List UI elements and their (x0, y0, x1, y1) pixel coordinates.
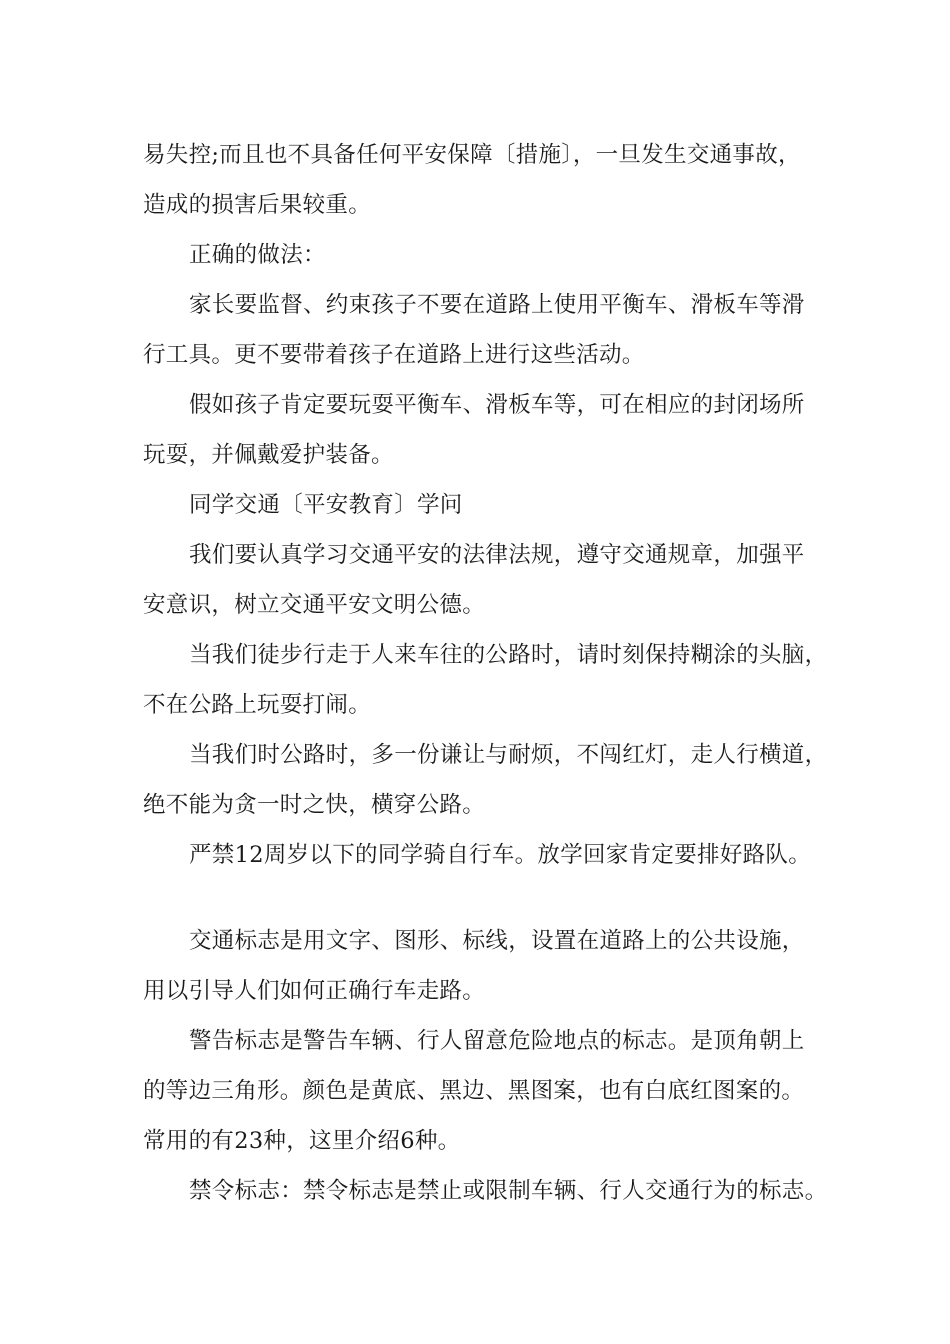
paragraph-continuation-line: 造成的损害后果较重。 (143, 192, 372, 218)
paragraph-continuation-line: 的等边三角形。颜色是黄底、黑边、黑图案，也有白底红图案的。 (143, 1078, 805, 1104)
document-body (143, 130, 833, 1216)
section-heading: 同学交通〔平安教育〕学问 (189, 492, 463, 518)
paragraph-line: 当我们徒步行走于人来车往的公路时，请时刻保持糊涂的头脑， (189, 642, 828, 668)
paragraph-line: 家长要监督、约束孩子不要在道路上使用平衡车、滑板车等滑 (189, 292, 805, 318)
paragraph-continuation-line: 用以引导人们如何正确行车走路。 (143, 978, 486, 1004)
paragraph-spacer (143, 880, 833, 916)
paragraph-continuation-line: 安意识，树立交通平安文明公德。 (143, 592, 486, 618)
paragraph-continuation-line: 易失控;而且也不具备任何平安保障〔措施〕，一旦发生交通事故， (143, 142, 801, 168)
paragraph-line: 禁令标志：禁令标志是禁止或限制车辆、行人交通行为的标志。 (189, 1178, 828, 1204)
paragraph-continuation-line: 不在公路上玩耍打闹。 (143, 692, 372, 718)
paragraph-line: 当我们时公路时，多一份谦让与耐烦，不闯红灯，走人行横道， (189, 742, 828, 768)
paragraph-heading-correct-method: 正确的做法： (189, 242, 326, 268)
paragraph-line: 交通标志是用文字、图形、标线，设置在道路上的公共设施， (189, 928, 805, 954)
paragraph-line: 严禁12周岁以下的同学骑自行车。放学回家肯定要排好路队。 (189, 842, 812, 868)
paragraph-line: 假如孩子肯定要玩耍平衡车、滑板车等，可在相应的封闭场所 (189, 392, 805, 418)
paragraph-continuation-line: 行工具。更不要带着孩子在道路上进行这些活动。 (143, 342, 645, 368)
paragraph-line: 我们要认真学习交通平安的法律法规，遵守交通规章，加强平 (189, 542, 805, 568)
paragraph-line: 警告标志是警告车辆、行人留意危险地点的标志。是顶角朝上 (189, 1028, 805, 1054)
paragraph-continuation-line: 玩耍，并佩戴爱护装备。 (143, 442, 394, 468)
paragraph-continuation-line: 绝不能为贪一时之快，横穿公路。 (143, 792, 486, 818)
paragraph-continuation-line: 常用的有23种，这里介绍6种。 (143, 1128, 461, 1154)
